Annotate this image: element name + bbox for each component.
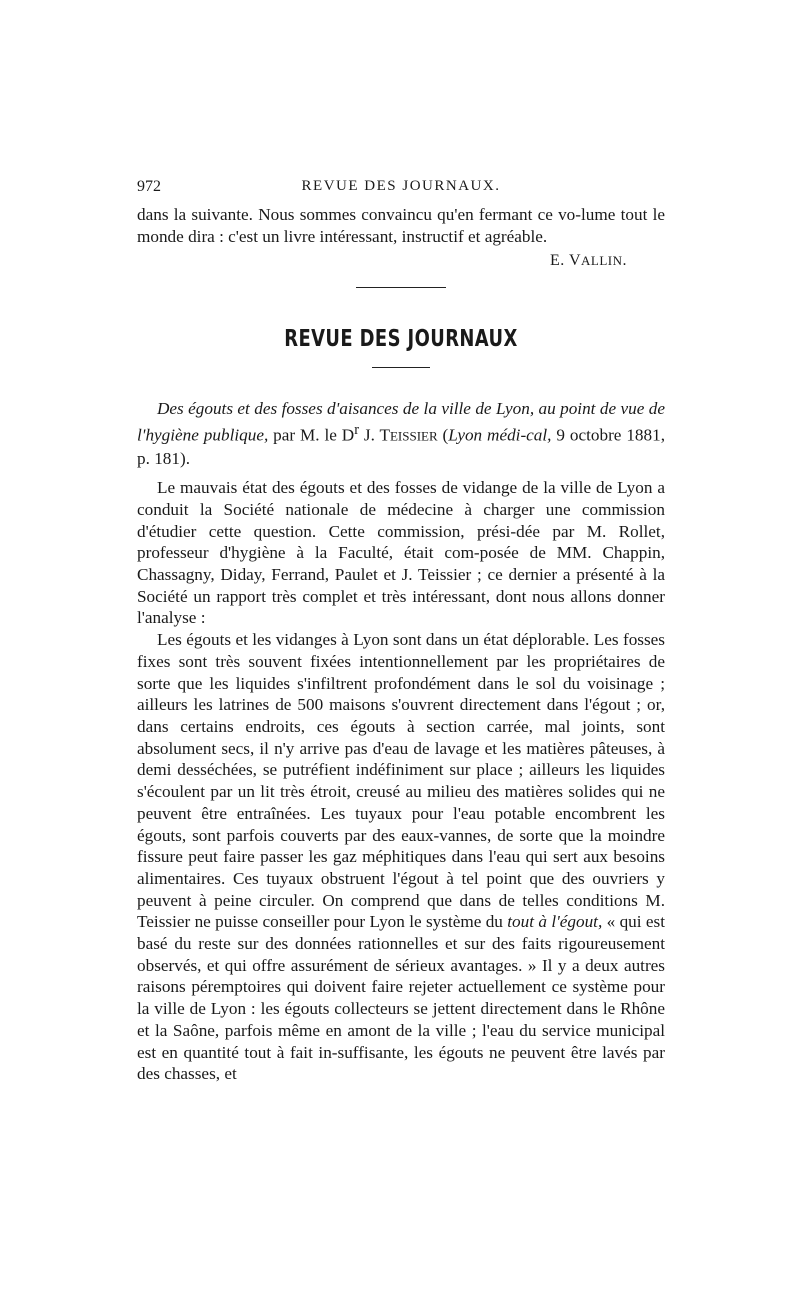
running-head bbox=[137, 178, 665, 204]
page-number: 972 bbox=[137, 178, 161, 195]
section-title: REVUE DES JOURNAUX bbox=[284, 326, 518, 353]
author-surname: EISSIER bbox=[389, 428, 438, 444]
signature-surname: ALLIN bbox=[581, 253, 623, 269]
separator-rule bbox=[356, 287, 446, 288]
title-underline-rule bbox=[372, 367, 430, 368]
article-citation bbox=[137, 398, 665, 469]
body-paragraph-2 bbox=[137, 629, 665, 1085]
signature-period: . bbox=[622, 252, 627, 270]
running-title: REVUE DES JOURNAUX. bbox=[301, 178, 501, 194]
paragraph-2-emphasis: tout à l'égout, bbox=[507, 912, 603, 932]
previous-review-closing: dans la suivante. Nous sommes convaincu qu'en fermant ce vo-lume tout le monde dira : c'est un livre intéressant, instructif et agréable. bbox=[137, 205, 665, 246]
citation-by: par M. le D bbox=[268, 425, 355, 445]
author-initial: J. T bbox=[358, 425, 390, 445]
book-page bbox=[137, 178, 665, 1085]
citation-details: 9 octobre 1881, p. 181). bbox=[137, 425, 665, 468]
citation-paren: ( bbox=[437, 425, 449, 445]
citation-doctor-sup: r bbox=[354, 422, 359, 439]
article-title: Des égouts et des fosses d'aisances de la ville de Lyon, au point de vue de l'hygiène publique, bbox=[137, 399, 665, 445]
paragraph-2-text-a: Les égouts et les vidanges à Lyon sont dans un état déplorable. Les fosses fixes sont très souvent fixées intentionnellement par les propriétaires de sorte que les liquides s'infiltrent profondément dans le sol du voisinage ; ailleurs les latrines de 500 maisons s'ouvrent directement dans l'égout ; or, dans certains endroits, ces égouts à section carrée, mal joints, sont absolument secs, il n'y arrive pas d'eau de lavage et les matières pâteuses, à demi desséchées, se putréfient indéfiniment sur place ; ailleurs les liquides s'écoulent par un lit très étroit, creusé au milieu des matières solides qui ne peuvent être entraînées. Les tuyaux pour l'eau potable encombrent les égouts, sont parfois couverts par des eaux-vannes, de sorte que la moindre fissure peut faire passer les gaz méphitiques dans l'eau qui sert aux besoins alimentaires. Ces tuyaux obstruent l'égout à tel point que des ouvriers y peuvent à peine circuler. On comprend que dans de telles conditions M. Teissier ne puisse conseiller pour Lyon le système du bbox=[137, 630, 665, 932]
signature-initial: E. V bbox=[549, 252, 581, 270]
body-paragraph-1: Le mauvais état des égouts et des fosses de vidange de la ville de Lyon a conduit la Société nationale de médecine à charger une commission d'étudier cette question. Cette commission, prési-dée par M. Rollet, professeur d'hygiène à la Faculté, était com-posée de MM. Chappin, Chassagny, Diday, Ferrand, Paulet et J. Teissier ; ce dernier a présenté à la Société un rapport très complet et très intéressant, dont nous allons donner l'analyse : bbox=[137, 478, 665, 628]
source-journal: Lyon médi-cal, bbox=[448, 425, 552, 445]
paragraph-2-text-b: « qui est basé du reste sur des données rationnelles et sur des faits rigoureusement observés, et qui offre assurément de sérieux avantages. » Il y a deux autres raisons péremptoires qui doivent faire rejeter actuellement ce système pour la ville de Lyon : les égouts collecteurs se jettent directement dans le Rhône et la Saône, parfois même en amont de la ville ; l'eau du service municipal est en quantité tout à fait in-suffisante, les égouts ne peuvent être lavés par des chasses, et bbox=[137, 912, 665, 1084]
reviewer-signature bbox=[137, 250, 665, 271]
